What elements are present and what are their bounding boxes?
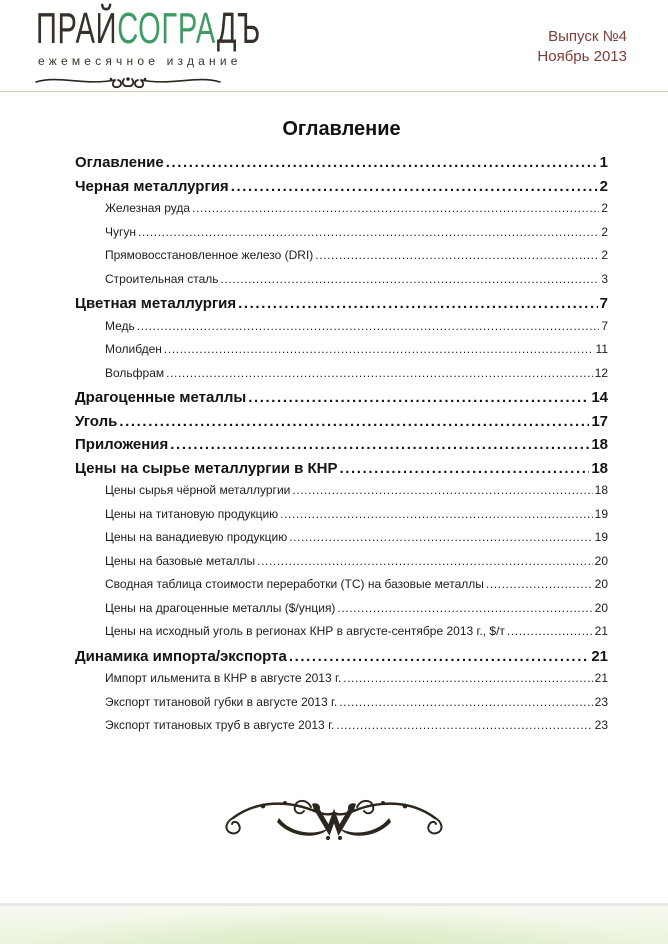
toc-entry-page: 14 <box>591 389 608 406</box>
toc-entry-label: Молибден <box>105 342 162 356</box>
toc-entry-page: 1 <box>599 154 608 171</box>
toc-entry-label: Цены на драгоценные металлы ($/унция) <box>105 600 336 615</box>
dot-leader <box>315 248 599 262</box>
toc-entry-page: 20 <box>594 553 608 568</box>
dot-leader <box>343 671 592 685</box>
dot-leader <box>164 342 594 356</box>
toc-list <box>75 154 608 742</box>
toc-entry[interactable] <box>75 460 608 484</box>
logo-dark-part-2: ДЪ <box>216 4 261 53</box>
toc-entry-label: Динамика импорта/экспорта <box>75 647 287 665</box>
toc-entry[interactable] <box>75 436 608 460</box>
toc-entry[interactable] <box>75 601 608 625</box>
toc-entry-page: 20 <box>594 577 608 591</box>
toc-entry-label: Вольфрам <box>105 365 165 380</box>
toc-entry-label: Импорт ильменита в КНР в августе 2013 г. <box>105 671 342 685</box>
logo-green-part: СОГРА <box>117 4 217 53</box>
toc-entry-page: 19 <box>594 530 608 544</box>
toc-entry[interactable] <box>75 577 608 601</box>
toc-entry-page: 20 <box>594 600 608 615</box>
toc-entry-label: Цветная металлургия <box>75 295 237 312</box>
dot-leader <box>507 624 593 638</box>
issue-info <box>537 27 627 67</box>
toc-entry[interactable] <box>75 671 608 695</box>
document-header <box>0 0 668 92</box>
dot-leader <box>280 507 592 521</box>
toc-entry[interactable] <box>75 554 608 578</box>
toc-entry[interactable] <box>75 248 608 272</box>
toc-entry[interactable] <box>75 154 608 178</box>
toc-entry-label: Цены на сырье металлургии в КНР <box>75 459 338 477</box>
toc-entry[interactable] <box>75 718 608 742</box>
dot-leader <box>336 718 592 732</box>
toc-entry-page: 18 <box>591 459 608 477</box>
toc-entry[interactable] <box>75 201 608 225</box>
dot-leader <box>337 601 592 615</box>
toc-entry-label: Драгоценные металлы <box>75 389 247 406</box>
toc-entry[interactable] <box>75 483 608 507</box>
toc-entry-label: Экспорт титановой губки в августе 2013 г. <box>105 694 338 709</box>
dot-leader <box>166 366 593 380</box>
toc-entry-label: Уголь <box>75 412 118 430</box>
toc-entry-page: 21 <box>594 624 608 638</box>
toc-entry-label: Прямовосстановленное железо (DRI) <box>105 248 314 262</box>
toc-entry-page: 18 <box>591 436 608 453</box>
toc-entry[interactable] <box>75 413 608 437</box>
toc-entry[interactable] <box>75 624 608 648</box>
dot-leader <box>248 389 589 406</box>
toc-entry-page: 2 <box>601 248 608 262</box>
issue-date: Ноябрь 2013 <box>537 47 627 65</box>
toc-entry-page: 2 <box>599 177 608 195</box>
toc-page-title: Оглавление <box>282 118 401 140</box>
logo-scroll-flourish-icon <box>33 71 223 91</box>
toc-entry-page: 18 <box>594 483 608 497</box>
toc-entry-page: 11 <box>595 342 608 356</box>
toc-entry-page: 21 <box>591 647 608 665</box>
dot-leader <box>119 413 589 430</box>
dot-leader <box>339 460 589 477</box>
issue-number: Выпуск №4 <box>548 28 627 45</box>
toc-entry-label: Цены на исходный уголь в регионах КНР в августе-сентябре 2013 г., $/т <box>105 624 505 638</box>
dot-leader <box>238 295 598 312</box>
praisograd-logo-wordmark <box>36 4 261 53</box>
toc-entry-label: Строительная сталь <box>105 271 219 286</box>
dot-leader <box>292 483 592 497</box>
toc-entry-page: 17 <box>591 412 608 430</box>
toc-entry-page: 23 <box>594 694 608 709</box>
dot-leader <box>257 554 592 568</box>
toc-entry-page: 3 <box>601 271 608 286</box>
toc-entry[interactable] <box>75 319 608 343</box>
toc-entry-page: 23 <box>594 718 608 732</box>
toc-entry-page: 12 <box>594 365 608 380</box>
toc-entry-page: 2 <box>601 201 608 215</box>
toc-entry[interactable] <box>75 648 608 672</box>
toc-entry-label: Цены на базовые металлы <box>105 553 256 568</box>
dot-leader <box>486 577 593 591</box>
toc-entry-page: 2 <box>601 224 608 239</box>
toc-entry[interactable] <box>75 695 608 719</box>
toc-entry[interactable] <box>75 366 608 390</box>
toc-entry-page: 21 <box>594 671 608 685</box>
toc-entry-label: Цены сырья чёрной металлургии <box>105 483 291 497</box>
toc-entry[interactable] <box>75 272 608 296</box>
dot-leader <box>221 272 600 286</box>
toc-entry[interactable] <box>75 507 608 531</box>
dot-leader <box>231 178 598 195</box>
toc-entry[interactable] <box>75 389 608 413</box>
toc-entry[interactable] <box>75 178 608 202</box>
toc-entry[interactable] <box>75 225 608 249</box>
dot-leader <box>170 436 589 453</box>
next-page-header-strip <box>0 906 668 944</box>
toc-entry-label: Экспорт титановых труб в августе 2013 г. <box>105 718 335 732</box>
toc-entry-label: Цены на титановую продукцию <box>105 506 279 521</box>
toc-entry-label: Медь <box>105 318 135 333</box>
toc-entry-label: Цены на ванадиевую продукцию <box>105 530 288 544</box>
logo-dark-part-1: ПРАЙ <box>36 4 118 53</box>
toc-entry[interactable] <box>75 342 608 366</box>
dot-leader <box>339 695 592 709</box>
toc-entry-page: 7 <box>599 295 608 312</box>
toc-entry-page: 19 <box>594 506 608 521</box>
toc-entry-label: Оглавление <box>75 154 164 171</box>
dot-leader <box>289 530 592 544</box>
footer-swirl-flourish-icon <box>219 782 449 848</box>
toc-entry-label: Чугун <box>105 224 137 239</box>
dot-leader <box>137 319 600 333</box>
toc-entry-label: Сводная таблица стоимости переработки (ТС) на базовые металлы <box>105 577 484 591</box>
table-of-contents <box>75 92 608 742</box>
logo-tagline: ежемесячное издание <box>38 54 242 68</box>
toc-entry-label: Приложения <box>75 436 169 453</box>
dot-leader <box>289 648 589 665</box>
toc-entry-label: Черная металлургия <box>75 177 229 195</box>
toc-entry-label: Железная руда <box>105 201 191 215</box>
dot-leader <box>166 154 598 171</box>
toc-entry-page: 7 <box>601 318 608 333</box>
dot-leader <box>138 225 599 239</box>
toc-entry[interactable] <box>75 295 608 319</box>
toc-entry[interactable] <box>75 530 608 554</box>
dot-leader <box>192 201 599 215</box>
